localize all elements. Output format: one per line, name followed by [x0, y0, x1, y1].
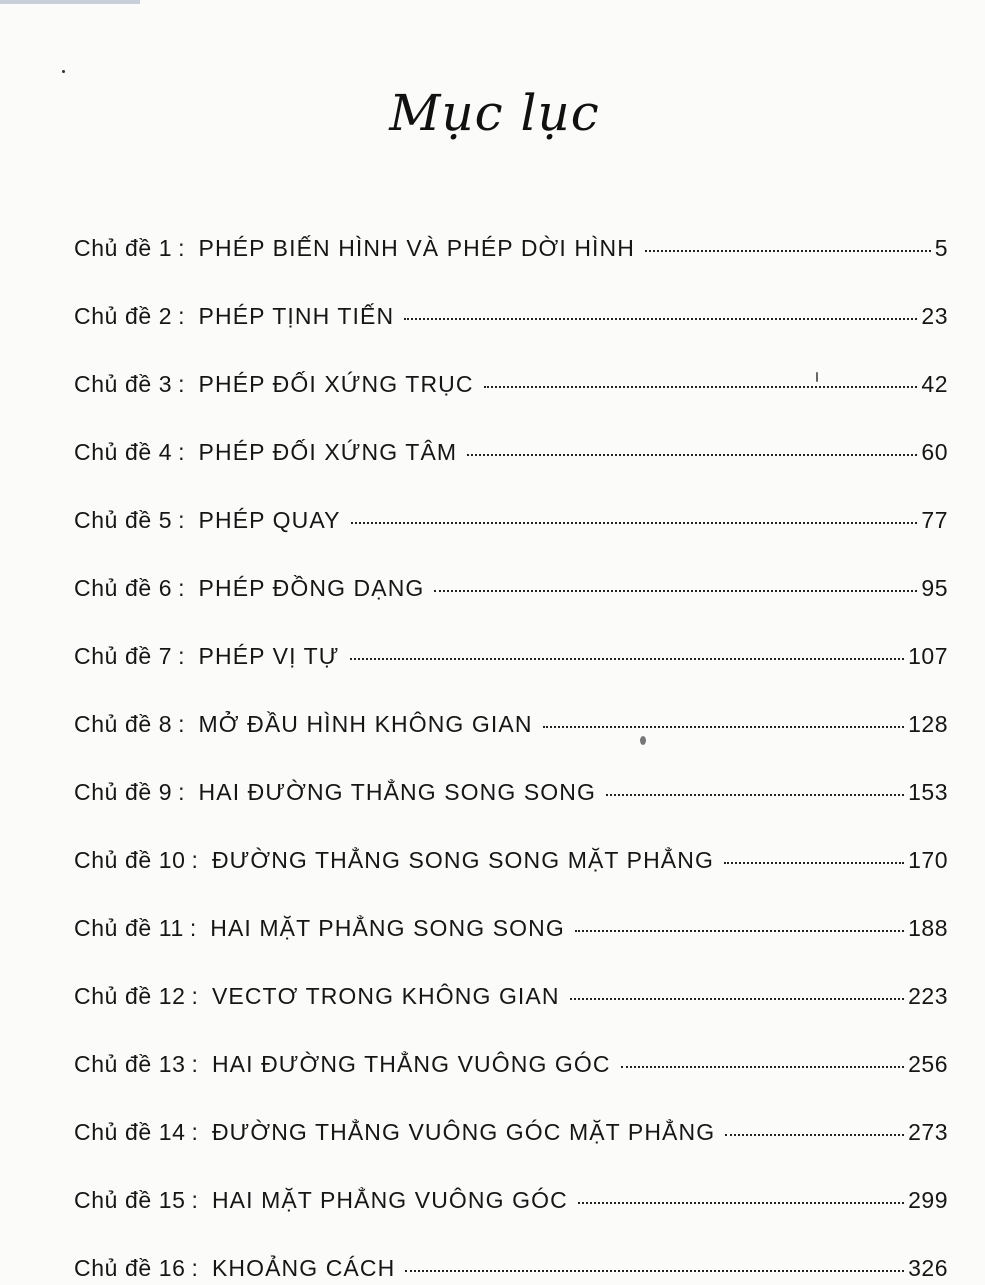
toc-entry-page-number: 107 — [908, 643, 948, 669]
toc-entry-heading: PHÉP ĐỐI XỨNG TÂM — [198, 439, 458, 465]
dot-leader — [645, 250, 931, 252]
toc-entry-heading: PHÉP VỊ TỰ — [198, 643, 340, 669]
toc-entry-page-number: 256 — [908, 1051, 948, 1077]
toc-entry-heading: PHÉP ĐỒNG DẠNG — [198, 575, 425, 601]
dot-leader — [724, 862, 904, 864]
toc-entry — [74, 1044, 948, 1084]
toc-entry-label: Chủ đề 6 — [74, 575, 173, 601]
toc-entry-page-number: 170 — [908, 847, 948, 873]
toc-entry — [74, 704, 948, 744]
dot-leader — [725, 1134, 904, 1136]
scan-speck — [62, 70, 65, 73]
toc-entry-heading: MỞ ĐẦU HÌNH KHÔNG GIAN — [198, 711, 533, 737]
toc-entry-separator: : — [178, 575, 185, 601]
toc-entry-page-number: 77 — [921, 507, 948, 533]
dot-leader — [405, 1270, 904, 1272]
toc-entry — [74, 296, 948, 336]
toc-entry-separator: : — [191, 1255, 198, 1281]
toc-entry — [74, 568, 948, 608]
toc-entry-label: Chủ đề 11 — [74, 915, 184, 941]
toc-entry-page-number: 153 — [908, 779, 948, 805]
toc-entry-page-number: 273 — [908, 1119, 948, 1145]
toc-entry-label: Chủ đề 13 — [74, 1051, 186, 1077]
toc-entry-label: Chủ đề 12 — [74, 983, 186, 1009]
toc-title: Mục lục — [389, 84, 600, 142]
toc-entry-heading: ĐƯỜNG THẲNG VUÔNG GÓC MẶT PHẲNG — [211, 1119, 716, 1145]
toc-entry — [74, 636, 948, 676]
toc-entry-heading: PHÉP TỊNH TIẾN — [198, 303, 395, 329]
toc-entry-separator: : — [189, 915, 197, 941]
toc-entry-separator: : — [178, 371, 185, 397]
toc-entry — [74, 840, 948, 880]
toc-entry-label: Chủ đề 1 — [74, 235, 173, 261]
scan-edge — [0, 0, 140, 4]
toc-entry — [74, 1112, 948, 1152]
toc-entry-separator: : — [191, 1119, 198, 1145]
dot-leader — [484, 386, 918, 388]
toc-entry-label: Chủ đề 7 — [74, 643, 173, 669]
toc-entry-label: Chủ đề 15 — [74, 1187, 186, 1213]
toc-entry-heading: PHÉP ĐỐI XỨNG TRỤC — [198, 371, 474, 397]
dot-leader — [621, 1066, 904, 1068]
dot-leader — [543, 726, 905, 728]
toc-entry-page-number: 95 — [921, 575, 948, 601]
dot-leader — [578, 1202, 904, 1204]
toc-entry-separator: : — [191, 983, 198, 1009]
toc-entry-page-number: 299 — [908, 1187, 948, 1213]
toc-entry-heading: HAI ĐƯỜNG THẲNG SONG SONG — [198, 779, 596, 805]
toc-entry-label: Chủ đề 4 — [74, 439, 173, 465]
toc-entry-separator: : — [178, 235, 185, 261]
toc-entry-heading: HAI ĐƯỜNG THẲNG VUÔNG GÓC — [211, 1051, 611, 1077]
dot-leader — [434, 590, 917, 592]
toc-entry — [74, 432, 948, 472]
toc-entry-page-number: 223 — [908, 983, 948, 1009]
toc-entry-page-number: 128 — [908, 711, 948, 737]
toc-entry-page-number: 23 — [921, 303, 948, 329]
toc-entry-heading: ĐƯỜNG THẲNG SONG SONG MẶT PHẲNG — [211, 847, 714, 873]
toc-entry-separator: : — [178, 507, 185, 533]
toc-entry-heading: HAI MẶT PHẲNG SONG SONG — [210, 915, 565, 941]
toc-entry — [74, 500, 948, 540]
toc-entry-label: Chủ đề 16 — [74, 1255, 186, 1281]
toc-entry-page-number: 5 — [934, 235, 948, 261]
toc-entry-page-number: 42 — [921, 371, 948, 397]
toc-entry-separator: : — [178, 779, 185, 805]
toc-entry-separator: : — [191, 1051, 198, 1077]
toc-entry-separator: : — [178, 303, 185, 329]
toc-entry-heading: HAI MẶT PHẲNG VUÔNG GÓC — [211, 1187, 568, 1213]
toc-entry — [74, 1248, 948, 1285]
toc-entry-label: Chủ đề 10 — [74, 847, 186, 873]
toc-entry — [74, 364, 948, 404]
toc-entry-label: Chủ đề 9 — [74, 779, 173, 805]
toc-entry-label: Chủ đề 5 — [74, 507, 173, 533]
toc-entry — [74, 976, 948, 1016]
dot-leader — [351, 522, 918, 524]
toc-entry-separator: : — [191, 847, 198, 873]
toc-entry-label: Chủ đề 3 — [74, 371, 173, 397]
dot-leader — [570, 998, 905, 1000]
dot-leader — [350, 658, 905, 660]
toc-entry-heading: KHOẢNG CÁCH — [211, 1255, 396, 1281]
toc-entry-separator: : — [178, 711, 185, 737]
toc-entry — [74, 908, 948, 948]
toc-entry-heading: VECTƠ TRONG KHÔNG GIAN — [211, 983, 560, 1009]
toc-entry-label: Chủ đề 14 — [74, 1119, 186, 1145]
toc-entry — [74, 772, 948, 812]
dot-leader — [606, 794, 904, 796]
toc-entry-page-number: 60 — [921, 439, 948, 465]
toc-entry — [74, 228, 948, 268]
toc-entry-label: Chủ đề 8 — [74, 711, 173, 737]
toc-entry-heading: PHÉP BIẾN HÌNH VÀ PHÉP DỜI HÌNH — [198, 235, 635, 261]
toc-entry-separator: : — [178, 643, 185, 669]
toc-entry-page-number: 326 — [908, 1255, 948, 1281]
toc-entry-label: Chủ đề 2 — [74, 303, 173, 329]
toc-entry-separator: : — [191, 1187, 198, 1213]
toc-entry — [74, 1180, 948, 1220]
toc-entry-page-number: 188 — [908, 915, 948, 941]
dot-leader — [575, 930, 904, 932]
dot-leader — [404, 318, 917, 320]
dot-leader — [467, 454, 917, 456]
toc-entry-separator: : — [178, 439, 185, 465]
toc-entry-heading: PHÉP QUAY — [198, 507, 341, 533]
